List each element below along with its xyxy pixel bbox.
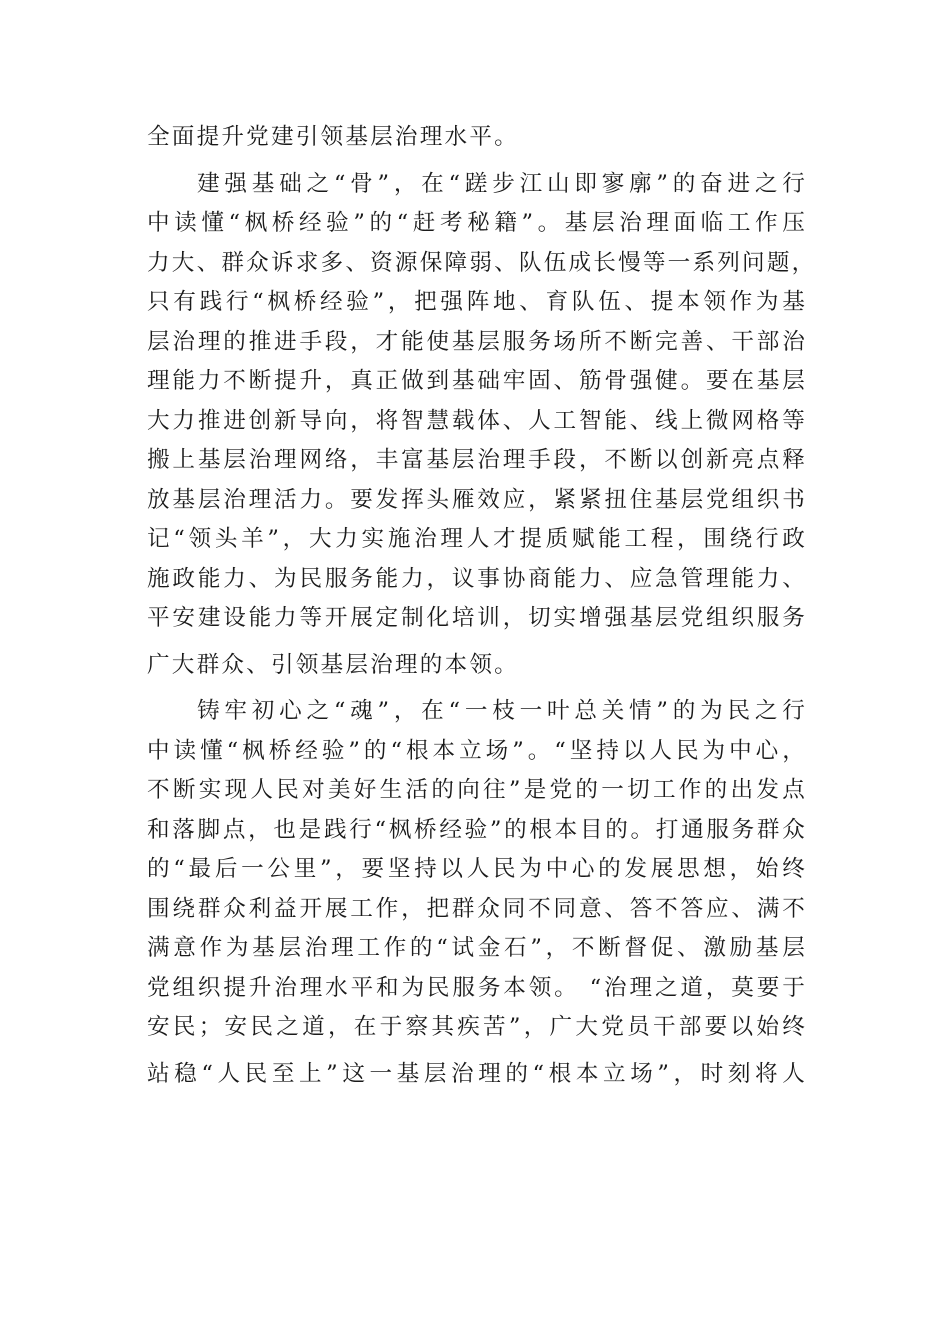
paragraph-line: 建强基础之“骨”，在“蹉步江山即寥廓”的奋进之行 xyxy=(197,170,807,197)
paragraph-line: 施政能力、为民服务能力，议事协商能力、应急管理能力、 xyxy=(147,565,807,592)
paragraph-line: 大力推进创新导向，将智慧载体、人工智能、线上微网格等 xyxy=(147,407,807,434)
paragraph-line: 平安建设能力等开展定制化培训，切实增强基层党组织服务 xyxy=(147,605,807,631)
paragraph-line: 放基层治理活力。要发挥头雁效应，紧紧扭住基层党组织书 xyxy=(147,486,807,513)
paragraph-line: 理能力不断提升，真正做到基础牢固、筋骨强健。要在基层 xyxy=(147,368,807,394)
paragraph-line: 满意作为基层治理工作的“试金石”，不断督促、激励基层 xyxy=(147,935,807,961)
paragraph-line: 的“最后一公里”，要坚持以人民为中心的发展思想，始终 xyxy=(147,856,807,882)
paragraph-line: 党组织提升治理水平和为民服务本领。 “治理之道，莫要于 xyxy=(147,974,807,1001)
paragraph-line: 只有践行“枫桥经验”，把强阵地、育队伍、提本领作为基 xyxy=(147,289,807,315)
paragraph-line: 中读懂“枫桥经验”的“根本立场”。“坚持以人民为中心， xyxy=(147,737,807,764)
document-body xyxy=(147,118,817,1094)
paragraph-line: 记“领头羊”，大力实施治理人才提质赋能工程，围绕行政 xyxy=(147,526,807,552)
paragraph-line: 安民；安民之道，在于察其疾苦”，广大党员干部要以始终 xyxy=(147,1014,807,1040)
paragraph-line: 层治理的推进手段，才能使基层服务场所不断完善、干部治 xyxy=(147,328,807,355)
paragraph-line: 围绕群众利益开展工作，把群众同不同意、答不答应、满不 xyxy=(147,895,807,922)
paragraph-line: 站稳“人民至上”这一基层治理的“根本立场”，时刻将人 xyxy=(147,1060,807,1087)
paragraph-line: 搬上基层治理网络，丰富基层治理手段，不断以创新亮点释 xyxy=(147,447,807,473)
paragraph-line: 全面提升党建引领基层治理水平。 xyxy=(147,124,519,150)
paragraph-line: 和落脚点，也是践行“枫桥经验”的根本目的。打通服务群众 xyxy=(147,816,807,843)
paragraph-line: 力大、群众诉求多、资源保障弱、队伍成长慢等一系列问题， xyxy=(147,249,817,276)
paragraph-line: 中读懂“枫桥经验”的“赶考秘籍”。基层治理面临工作压 xyxy=(147,210,807,236)
paragraph-line: 广大群众、引领基层治理的本领。 xyxy=(147,651,519,678)
paragraph-line: 铸牢初心之“魂”，在“一枝一叶总关情”的为民之行 xyxy=(197,698,807,724)
paragraph-line: 不断实现人民对美好生活的向往”是党的一切工作的出发点 xyxy=(147,777,807,803)
